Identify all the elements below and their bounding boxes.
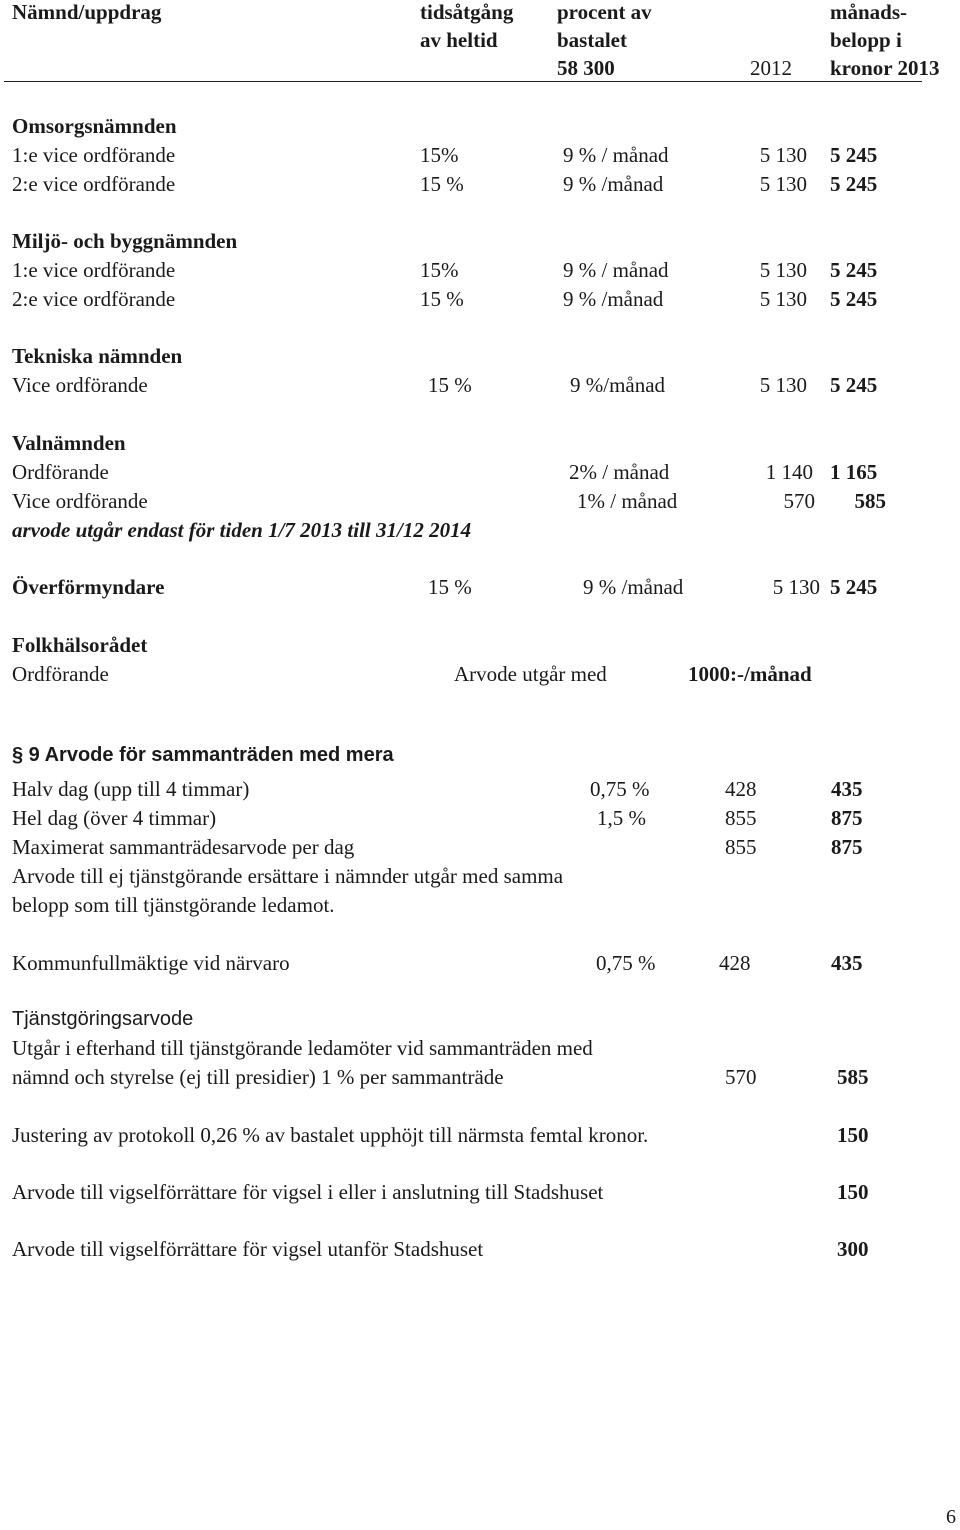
row-pct: 9 % /månad (563, 172, 664, 196)
row-time: 15 % (420, 172, 464, 196)
justering-label: Justering av protokoll 0,26 % av bastalet upphöjt till närmsta femtal kronor. (12, 1123, 649, 1147)
row-time: 15% (420, 258, 459, 282)
section-title-omsorg: Omsorgsnämnden (12, 114, 177, 138)
page-number: 6 (946, 1506, 956, 1528)
tjanst-line2: nämnd och styrelse (ej till presidier) 1 % per sammanträde (12, 1065, 504, 1089)
row-pct: 2% / månad (569, 460, 670, 484)
tjanst-2013: 585 (837, 1065, 869, 1089)
folkhalsoradet-amount: 1000:-/månad (688, 662, 812, 686)
s9-row-2013: 875 (831, 835, 863, 859)
s9-row-pct: 0,75 % (590, 777, 650, 801)
row-2012: 5 130 (759, 287, 807, 311)
header-col-belopp-line3: kronor 2013 (830, 56, 940, 80)
row-2013: 5 245 (830, 143, 878, 167)
s9-row-pct: 1,5 % (597, 806, 646, 830)
section-title-overformyndare: Överförmyndare (12, 575, 165, 599)
section-title-folkhalsoradet: Folkhälsorådet (12, 633, 148, 657)
s9-note-line: belopp som till tjänstgörande ledamot. (12, 893, 335, 917)
s9-row-label: Hel dag (över 4 timmar) (12, 806, 217, 830)
s9-note-line: Arvode till ej tjänstgörande ersättare i nämnder utgår med samma (12, 864, 564, 888)
section-title-valnamnden: Valnämnden (12, 431, 126, 455)
kf-pct: 0,75 % (596, 951, 656, 975)
row-pct: 9 % /månad (583, 575, 684, 599)
row-time: 15% (420, 143, 459, 167)
row-2012: 5 130 (772, 575, 820, 599)
row-pct: 1% / månad (577, 489, 678, 513)
row-2012: 5 130 (759, 373, 807, 397)
kf-2012: 428 (719, 951, 751, 975)
s9-row-2012: 855 (725, 806, 757, 830)
justering-2013: 150 (837, 1123, 869, 1147)
s9-row-2012: 855 (725, 835, 757, 859)
header-col-tidsatgang-line1: tidsåtgång (420, 0, 514, 24)
header-col-belopp-line1: månads- (830, 0, 908, 24)
kf-2013: 435 (831, 951, 863, 975)
row-role: Ordförande (12, 662, 109, 686)
tjanst-title: Tjänstgöringsarvode (12, 1008, 194, 1030)
row-role: 1:e vice ordförande (12, 258, 176, 282)
section-title-miljo: Miljö- och byggnämnden (12, 229, 238, 253)
row-2012: 5 130 (759, 258, 807, 282)
row-role: Vice ordförande (12, 489, 148, 513)
row-2012: 570 (783, 489, 815, 513)
section-title-tekniska: Tekniska nämnden (12, 344, 183, 368)
s9-row-2013: 435 (831, 777, 863, 801)
row-2013: 585 (854, 489, 886, 513)
vigsel-stadshuset-2013: 150 (837, 1180, 869, 1204)
row-2013: 5 245 (830, 172, 878, 196)
row-role: 2:e vice ordförande (12, 172, 176, 196)
header-col-nämnd: Nämnd/uppdrag (12, 0, 162, 24)
vigsel-stadshuset-label: Arvode till vigselförrättare för vigsel i eller i anslutning till Stadshuset (12, 1180, 604, 1204)
valnamnden-note: arvode utgår endast för tiden 1/7 2013 till 31/12 2014 (12, 518, 472, 542)
header-col-procent-line3: 58 300 (557, 56, 615, 80)
header-rule (4, 81, 922, 82)
row-2013: 5 245 (830, 373, 878, 397)
header-col-procent-line2: bastalet (557, 28, 627, 52)
row-role: 2:e vice ordförande (12, 287, 176, 311)
row-2013: 1 165 (830, 460, 878, 484)
row-2013: 5 245 (830, 258, 878, 282)
section9-heading: § 9 Arvode för sammanträden med mera (12, 744, 394, 766)
row-pct: 9 % /månad (563, 287, 664, 311)
tjanst-line1: Utgår i efterhand till tjänstgörande ledamöter vid sammanträden med (12, 1036, 593, 1060)
vigsel-utanfor-2013: 300 (837, 1237, 869, 1261)
tjanst-2012: 570 (725, 1065, 757, 1089)
s9-row-label: Halv dag (upp till 4 timmar) (12, 777, 250, 801)
s9-row-2013: 875 (831, 806, 863, 830)
row-time: 15 % (428, 373, 472, 397)
row-2013: 5 245 (830, 575, 878, 599)
row-role: 1:e vice ordförande (12, 143, 176, 167)
header-col-belopp-line2: belopp i (830, 28, 902, 52)
row-pct: 9 % / månad (563, 143, 669, 167)
kf-label: Kommunfullmäktige vid närvaro (12, 951, 290, 975)
row-2012: 5 130 (759, 172, 807, 196)
row-pct: 9 % / månad (563, 258, 669, 282)
row-time: 15 % (428, 575, 472, 599)
header-col-procent-line1: procent av (557, 0, 652, 24)
row-2013: 5 245 (830, 287, 878, 311)
s9-row-2012: 428 (725, 777, 757, 801)
row-2012: 1 140 (765, 460, 813, 484)
vigsel-utanfor-label: Arvode till vigselförrättare för vigsel utanför Stadshuset (12, 1237, 484, 1261)
row-role: Vice ordförande (12, 373, 148, 397)
row-time: 15 % (420, 287, 464, 311)
s9-row-label: Maximerat sammanträdesarvode per dag (12, 835, 355, 859)
row-role: Ordförande (12, 460, 109, 484)
header-col-tidsatgang-line2: av heltid (420, 28, 498, 52)
row-2012: 5 130 (759, 143, 807, 167)
header-col-2012: 2012 (750, 56, 792, 80)
row-pct: 9 %/månad (570, 373, 666, 397)
folkhalsoradet-text: Arvode utgår med (454, 662, 607, 686)
